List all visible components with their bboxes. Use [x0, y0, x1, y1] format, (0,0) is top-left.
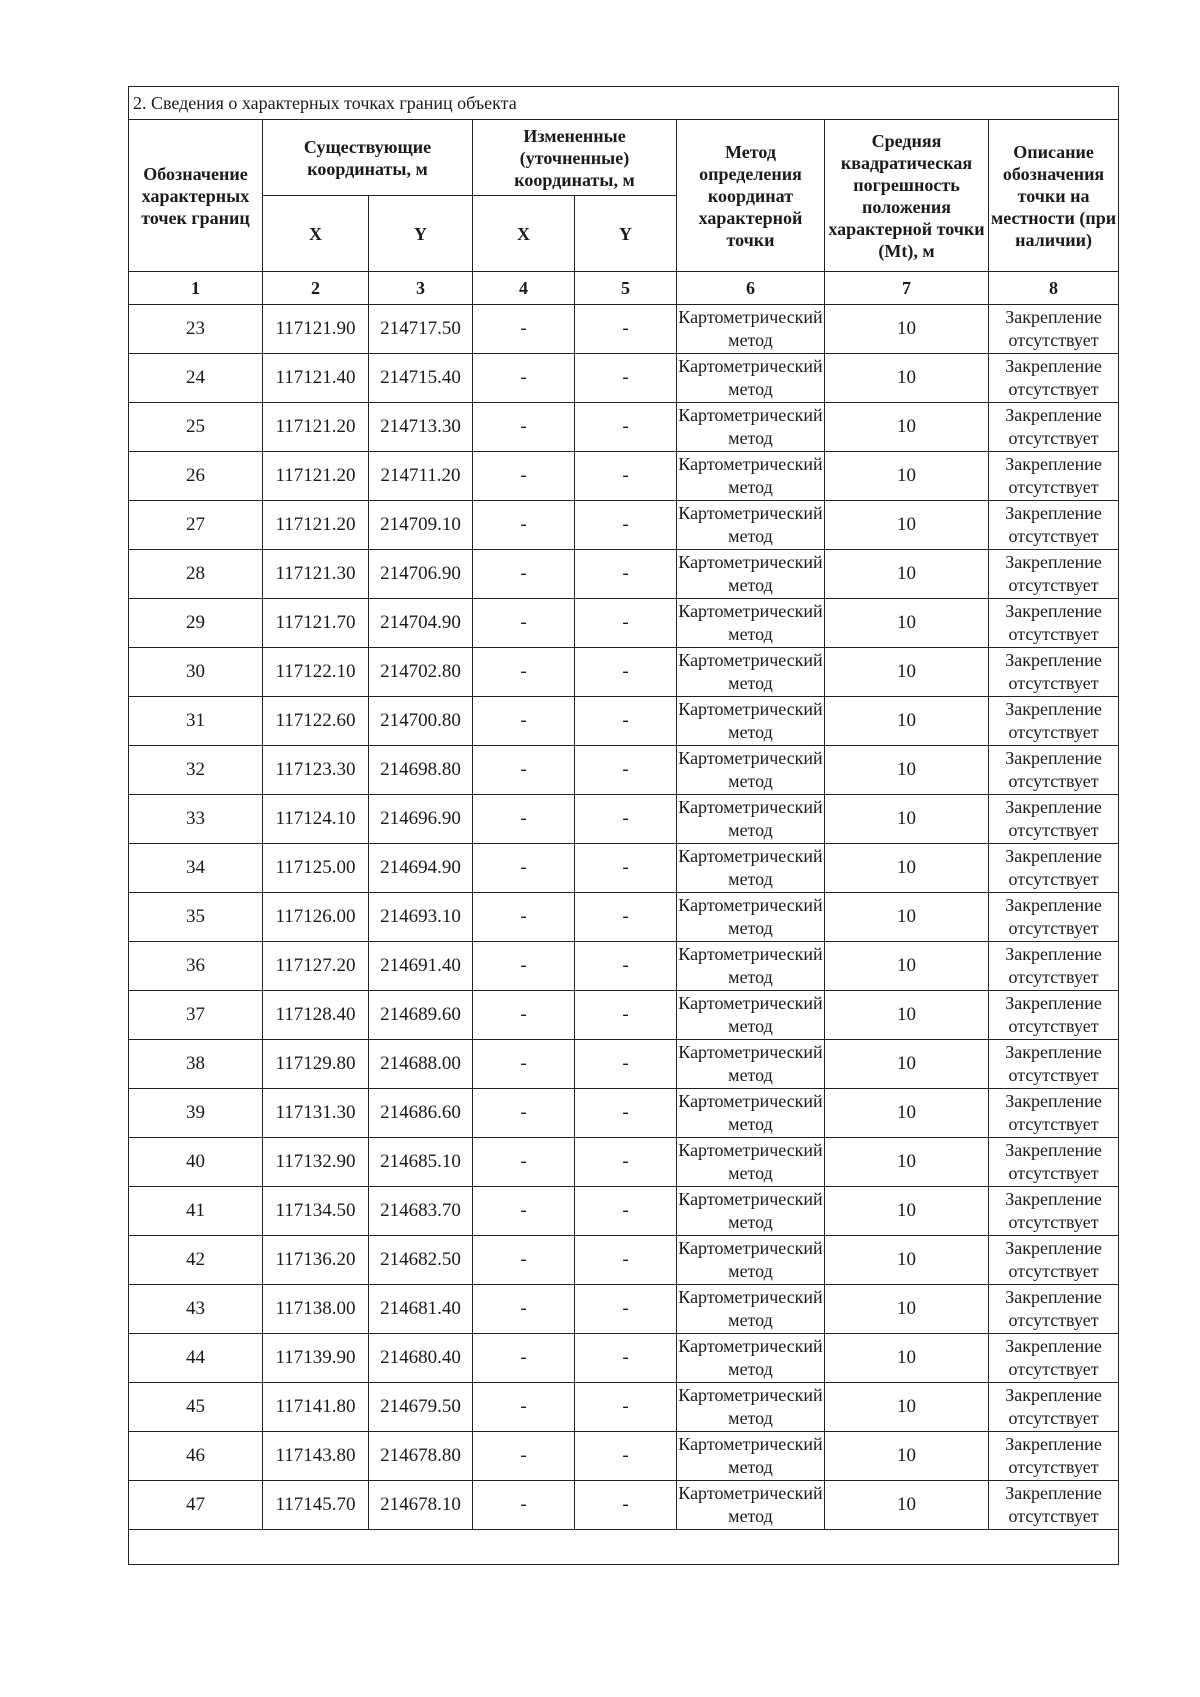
cell-mt: 10: [825, 550, 989, 599]
cell-x: 117122.60: [263, 697, 369, 746]
cell-method: Картометрический метод: [677, 893, 825, 942]
table-row: [129, 942, 1119, 991]
header-description: Описание обозначения точки на местности (при наличии): [989, 120, 1119, 272]
cell-y-new: -: [575, 305, 677, 354]
table-row: [129, 1432, 1119, 1481]
cell-mt: 10: [825, 1383, 989, 1432]
cell-x-new: -: [473, 1334, 575, 1383]
cell-x: 117138.00: [263, 1285, 369, 1334]
cell-description: Закрепление отсутствует: [989, 1334, 1119, 1383]
cell-method: Картометрический метод: [677, 844, 825, 893]
cell-y-new: -: [575, 1481, 677, 1530]
cell-x-new: -: [473, 354, 575, 403]
cell-method: Картометрический метод: [677, 697, 825, 746]
cell-y-new: -: [575, 452, 677, 501]
cell-method: Картометрический метод: [677, 550, 825, 599]
cell-description: Закрепление отсутствует: [989, 501, 1119, 550]
table-row: [129, 1481, 1119, 1530]
table-row: [129, 305, 1119, 354]
cell-x-new: -: [473, 746, 575, 795]
table-row: [129, 844, 1119, 893]
cell-x-new: -: [473, 1187, 575, 1236]
cell-y: 214689.60: [369, 991, 473, 1040]
cell-point: 38: [129, 1040, 263, 1089]
cell-x: 117121.40: [263, 354, 369, 403]
cell-x-new: -: [473, 403, 575, 452]
cell-x-new: -: [473, 501, 575, 550]
cell-mt: 10: [825, 648, 989, 697]
cell-y: 214711.20: [369, 452, 473, 501]
cell-description: Закрепление отсутствует: [989, 403, 1119, 452]
table-row: [129, 893, 1119, 942]
empty-row: [129, 1530, 1119, 1565]
cell-x-new: -: [473, 599, 575, 648]
header-changed-y: Y: [575, 196, 677, 272]
cell-description: Закрепление отсутствует: [989, 942, 1119, 991]
cell-mt: 10: [825, 844, 989, 893]
cell-x: 117136.20: [263, 1236, 369, 1285]
table-row: [129, 648, 1119, 697]
cell-point: 46: [129, 1432, 263, 1481]
header-changed: Измененные (уточненные) координаты, м: [473, 120, 677, 196]
cell-y-new: -: [575, 1236, 677, 1285]
cell-description: Закрепление отсутствует: [989, 746, 1119, 795]
cell-point: 28: [129, 550, 263, 599]
cell-method: Картометрический метод: [677, 1334, 825, 1383]
cell-method: Картометрический метод: [677, 1187, 825, 1236]
table-row: [129, 1089, 1119, 1138]
cell-y: 214686.60: [369, 1089, 473, 1138]
table-row: [129, 599, 1119, 648]
cell-y-new: -: [575, 746, 677, 795]
cell-mt: 10: [825, 1432, 989, 1481]
cell-y: 214679.50: [369, 1383, 473, 1432]
cell-y: 214706.90: [369, 550, 473, 599]
cell-point: 34: [129, 844, 263, 893]
cell-description: Закрепление отсутствует: [989, 1481, 1119, 1530]
cell-description: Закрепление отсутствует: [989, 305, 1119, 354]
cell-description: Закрепление отсутствует: [989, 991, 1119, 1040]
cell-method: Картометрический метод: [677, 501, 825, 550]
table-row: [129, 1383, 1119, 1432]
cell-description: Закрепление отсутствует: [989, 1432, 1119, 1481]
cell-y-new: -: [575, 1432, 677, 1481]
cell-point: 40: [129, 1138, 263, 1187]
column-number: 6: [677, 272, 825, 305]
cell-method: Картометрический метод: [677, 599, 825, 648]
cell-method: Картометрический метод: [677, 746, 825, 795]
header-changed-x: X: [473, 196, 575, 272]
cell-x-new: -: [473, 1285, 575, 1334]
cell-description: Закрепление отсутствует: [989, 697, 1119, 746]
cell-x: 117124.10: [263, 795, 369, 844]
column-number: 4: [473, 272, 575, 305]
cell-point: 43: [129, 1285, 263, 1334]
header-error: Средняя квадратическая погрешность положения характерной точки (Mt), м: [825, 120, 989, 272]
cell-method: Картометрический метод: [677, 795, 825, 844]
cell-x: 117121.20: [263, 452, 369, 501]
cell-y: 214680.40: [369, 1334, 473, 1383]
cell-x: 117121.90: [263, 305, 369, 354]
table-row: [129, 746, 1119, 795]
table-row: [129, 991, 1119, 1040]
document-page: [128, 86, 1118, 1565]
cell-y: 214693.10: [369, 893, 473, 942]
cell-y: 214709.10: [369, 501, 473, 550]
cell-y-new: -: [575, 501, 677, 550]
cell-point: 45: [129, 1383, 263, 1432]
cell-method: Картометрический метод: [677, 1089, 825, 1138]
column-number: 7: [825, 272, 989, 305]
cell-x: 117125.00: [263, 844, 369, 893]
cell-method: Картометрический метод: [677, 1138, 825, 1187]
cell-description: Закрепление отсутствует: [989, 893, 1119, 942]
cell-mt: 10: [825, 746, 989, 795]
cell-description: Закрепление отсутствует: [989, 1187, 1119, 1236]
cell-x: 117122.10: [263, 648, 369, 697]
table-row: [129, 1187, 1119, 1236]
cell-y-new: -: [575, 893, 677, 942]
cell-x: 117121.20: [263, 501, 369, 550]
table-row: [129, 1285, 1119, 1334]
cell-x: 117121.30: [263, 550, 369, 599]
cell-y-new: -: [575, 403, 677, 452]
cell-x-new: -: [473, 893, 575, 942]
table-row: [129, 403, 1119, 452]
cell-method: Картометрический метод: [677, 1481, 825, 1530]
table-row: [129, 697, 1119, 746]
cell-y-new: -: [575, 942, 677, 991]
table-row: [129, 1334, 1119, 1383]
cell-y-new: -: [575, 1187, 677, 1236]
cell-y-new: -: [575, 1334, 677, 1383]
cell-point: 32: [129, 746, 263, 795]
cell-x-new: -: [473, 844, 575, 893]
cell-x-new: -: [473, 1236, 575, 1285]
cell-y: 214717.50: [369, 305, 473, 354]
cell-y: 214700.80: [369, 697, 473, 746]
table-row: [129, 452, 1119, 501]
cell-x: 117131.30: [263, 1089, 369, 1138]
cell-mt: 10: [825, 991, 989, 1040]
cell-x-new: -: [473, 648, 575, 697]
cell-x-new: -: [473, 1481, 575, 1530]
column-number: 5: [575, 272, 677, 305]
cell-y: 214713.30: [369, 403, 473, 452]
cell-method: Картометрический метод: [677, 1383, 825, 1432]
cell-x: 117126.00: [263, 893, 369, 942]
cell-y: 214681.40: [369, 1285, 473, 1334]
cell-mt: 10: [825, 354, 989, 403]
cell-x: 117139.90: [263, 1334, 369, 1383]
cell-mt: 10: [825, 599, 989, 648]
cell-description: Закрепление отсутствует: [989, 354, 1119, 403]
cell-y-new: -: [575, 1285, 677, 1334]
cell-x: 117132.90: [263, 1138, 369, 1187]
table-row: [129, 1138, 1119, 1187]
cell-y-new: -: [575, 697, 677, 746]
cell-x-new: -: [473, 1383, 575, 1432]
cell-mt: 10: [825, 305, 989, 354]
cell-point: 31: [129, 697, 263, 746]
cell-mt: 10: [825, 1138, 989, 1187]
header-existing-y: Y: [369, 196, 473, 272]
cell-mt: 10: [825, 1285, 989, 1334]
cell-y: 214704.90: [369, 599, 473, 648]
cell-mt: 10: [825, 1187, 989, 1236]
cell-x-new: -: [473, 991, 575, 1040]
cell-x: 117121.70: [263, 599, 369, 648]
cell-description: Закрепление отсутствует: [989, 550, 1119, 599]
cell-mt: 10: [825, 1334, 989, 1383]
cell-mt: 10: [825, 452, 989, 501]
cell-description: Закрепление отсутствует: [989, 1285, 1119, 1334]
cell-y-new: -: [575, 1383, 677, 1432]
cell-y-new: -: [575, 648, 677, 697]
cell-y: 214694.90: [369, 844, 473, 893]
cell-method: Картометрический метод: [677, 1285, 825, 1334]
empty-cell: [129, 1530, 1119, 1565]
cell-point: 25: [129, 403, 263, 452]
cell-mt: 10: [825, 893, 989, 942]
cell-x: 117134.50: [263, 1187, 369, 1236]
cell-y-new: -: [575, 1138, 677, 1187]
cell-method: Картометрический метод: [677, 452, 825, 501]
cell-x: 117145.70: [263, 1481, 369, 1530]
cell-y-new: -: [575, 1089, 677, 1138]
cell-mt: 10: [825, 795, 989, 844]
cell-description: Закрепление отсутствует: [989, 1236, 1119, 1285]
cell-y: 214682.50: [369, 1236, 473, 1285]
cell-method: Картометрический метод: [677, 403, 825, 452]
cell-mt: 10: [825, 403, 989, 452]
cell-mt: 10: [825, 501, 989, 550]
cell-x: 117141.80: [263, 1383, 369, 1432]
cell-method: Картометрический метод: [677, 1236, 825, 1285]
cell-point: 47: [129, 1481, 263, 1530]
cell-description: Закрепление отсутствует: [989, 1089, 1119, 1138]
cell-method: Картометрический метод: [677, 648, 825, 697]
cell-y: 214702.80: [369, 648, 473, 697]
cell-y: 214678.10: [369, 1481, 473, 1530]
cell-y: 214688.00: [369, 1040, 473, 1089]
cell-point: 23: [129, 305, 263, 354]
cell-point: 29: [129, 599, 263, 648]
cell-description: Закрепление отсутствует: [989, 452, 1119, 501]
cell-mt: 10: [825, 1236, 989, 1285]
cell-method: Картометрический метод: [677, 991, 825, 1040]
header-existing: Существующие координаты, м: [263, 120, 473, 196]
cell-method: Картометрический метод: [677, 942, 825, 991]
table-row: [129, 550, 1119, 599]
table-row: [129, 1236, 1119, 1285]
cell-y: 214698.80: [369, 746, 473, 795]
column-number: 8: [989, 272, 1119, 305]
cell-description: Закрепление отсутствует: [989, 1138, 1119, 1187]
cell-point: 39: [129, 1089, 263, 1138]
cell-method: Картометрический метод: [677, 354, 825, 403]
cell-description: Закрепление отсутствует: [989, 1040, 1119, 1089]
cell-x-new: -: [473, 550, 575, 599]
table-row: [129, 501, 1119, 550]
cell-mt: 10: [825, 942, 989, 991]
table-row: [129, 1040, 1119, 1089]
boundary-points-table: [128, 86, 1119, 1565]
cell-method: Картометрический метод: [677, 1040, 825, 1089]
header-designation: Обозначение характерных точек границ: [129, 120, 263, 272]
cell-y-new: -: [575, 550, 677, 599]
cell-y: 214691.40: [369, 942, 473, 991]
table-body: [129, 305, 1119, 1530]
cell-description: Закрепление отсутствует: [989, 648, 1119, 697]
cell-point: 36: [129, 942, 263, 991]
cell-x-new: -: [473, 305, 575, 354]
cell-y-new: -: [575, 844, 677, 893]
cell-x-new: -: [473, 1138, 575, 1187]
cell-point: 35: [129, 893, 263, 942]
cell-x-new: -: [473, 697, 575, 746]
cell-point: 30: [129, 648, 263, 697]
cell-description: Закрепление отсутствует: [989, 1383, 1119, 1432]
cell-point: 26: [129, 452, 263, 501]
cell-x-new: -: [473, 942, 575, 991]
header-existing-x: X: [263, 196, 369, 272]
cell-x-new: -: [473, 795, 575, 844]
cell-x-new: -: [473, 1432, 575, 1481]
cell-y: 214715.40: [369, 354, 473, 403]
cell-y-new: -: [575, 599, 677, 648]
cell-y: 214685.10: [369, 1138, 473, 1187]
cell-point: 42: [129, 1236, 263, 1285]
cell-y-new: -: [575, 991, 677, 1040]
cell-x: 117123.30: [263, 746, 369, 795]
cell-x-new: -: [473, 1040, 575, 1089]
cell-y-new: -: [575, 354, 677, 403]
cell-description: Закрепление отсутствует: [989, 795, 1119, 844]
cell-point: 33: [129, 795, 263, 844]
cell-method: Картометрический метод: [677, 1432, 825, 1481]
column-number: 1: [129, 272, 263, 305]
cell-x: 117121.20: [263, 403, 369, 452]
column-numbers-row: [129, 272, 1119, 305]
cell-x: 117143.80: [263, 1432, 369, 1481]
column-number: 3: [369, 272, 473, 305]
cell-description: Закрепление отсутствует: [989, 599, 1119, 648]
cell-mt: 10: [825, 1040, 989, 1089]
cell-point: 37: [129, 991, 263, 1040]
cell-y: 214683.70: [369, 1187, 473, 1236]
cell-mt: 10: [825, 697, 989, 746]
cell-x: 117127.20: [263, 942, 369, 991]
cell-mt: 10: [825, 1089, 989, 1138]
table-row: [129, 354, 1119, 403]
header-method: Метод определения координат характерной точки: [677, 120, 825, 272]
cell-y-new: -: [575, 795, 677, 844]
cell-point: 24: [129, 354, 263, 403]
cell-point: 27: [129, 501, 263, 550]
cell-y: 214678.80: [369, 1432, 473, 1481]
cell-y: 214696.90: [369, 795, 473, 844]
cell-mt: 10: [825, 1481, 989, 1530]
cell-x: 117129.80: [263, 1040, 369, 1089]
cell-x: 117128.40: [263, 991, 369, 1040]
cell-method: Картометрический метод: [677, 305, 825, 354]
cell-y-new: -: [575, 1040, 677, 1089]
cell-description: Закрепление отсутствует: [989, 844, 1119, 893]
table-row: [129, 795, 1119, 844]
cell-x-new: -: [473, 452, 575, 501]
section-title: 2. Сведения о характерных точках границ объекта: [129, 87, 1119, 120]
cell-x-new: -: [473, 1089, 575, 1138]
cell-point: 44: [129, 1334, 263, 1383]
cell-point: 41: [129, 1187, 263, 1236]
column-number: 2: [263, 272, 369, 305]
